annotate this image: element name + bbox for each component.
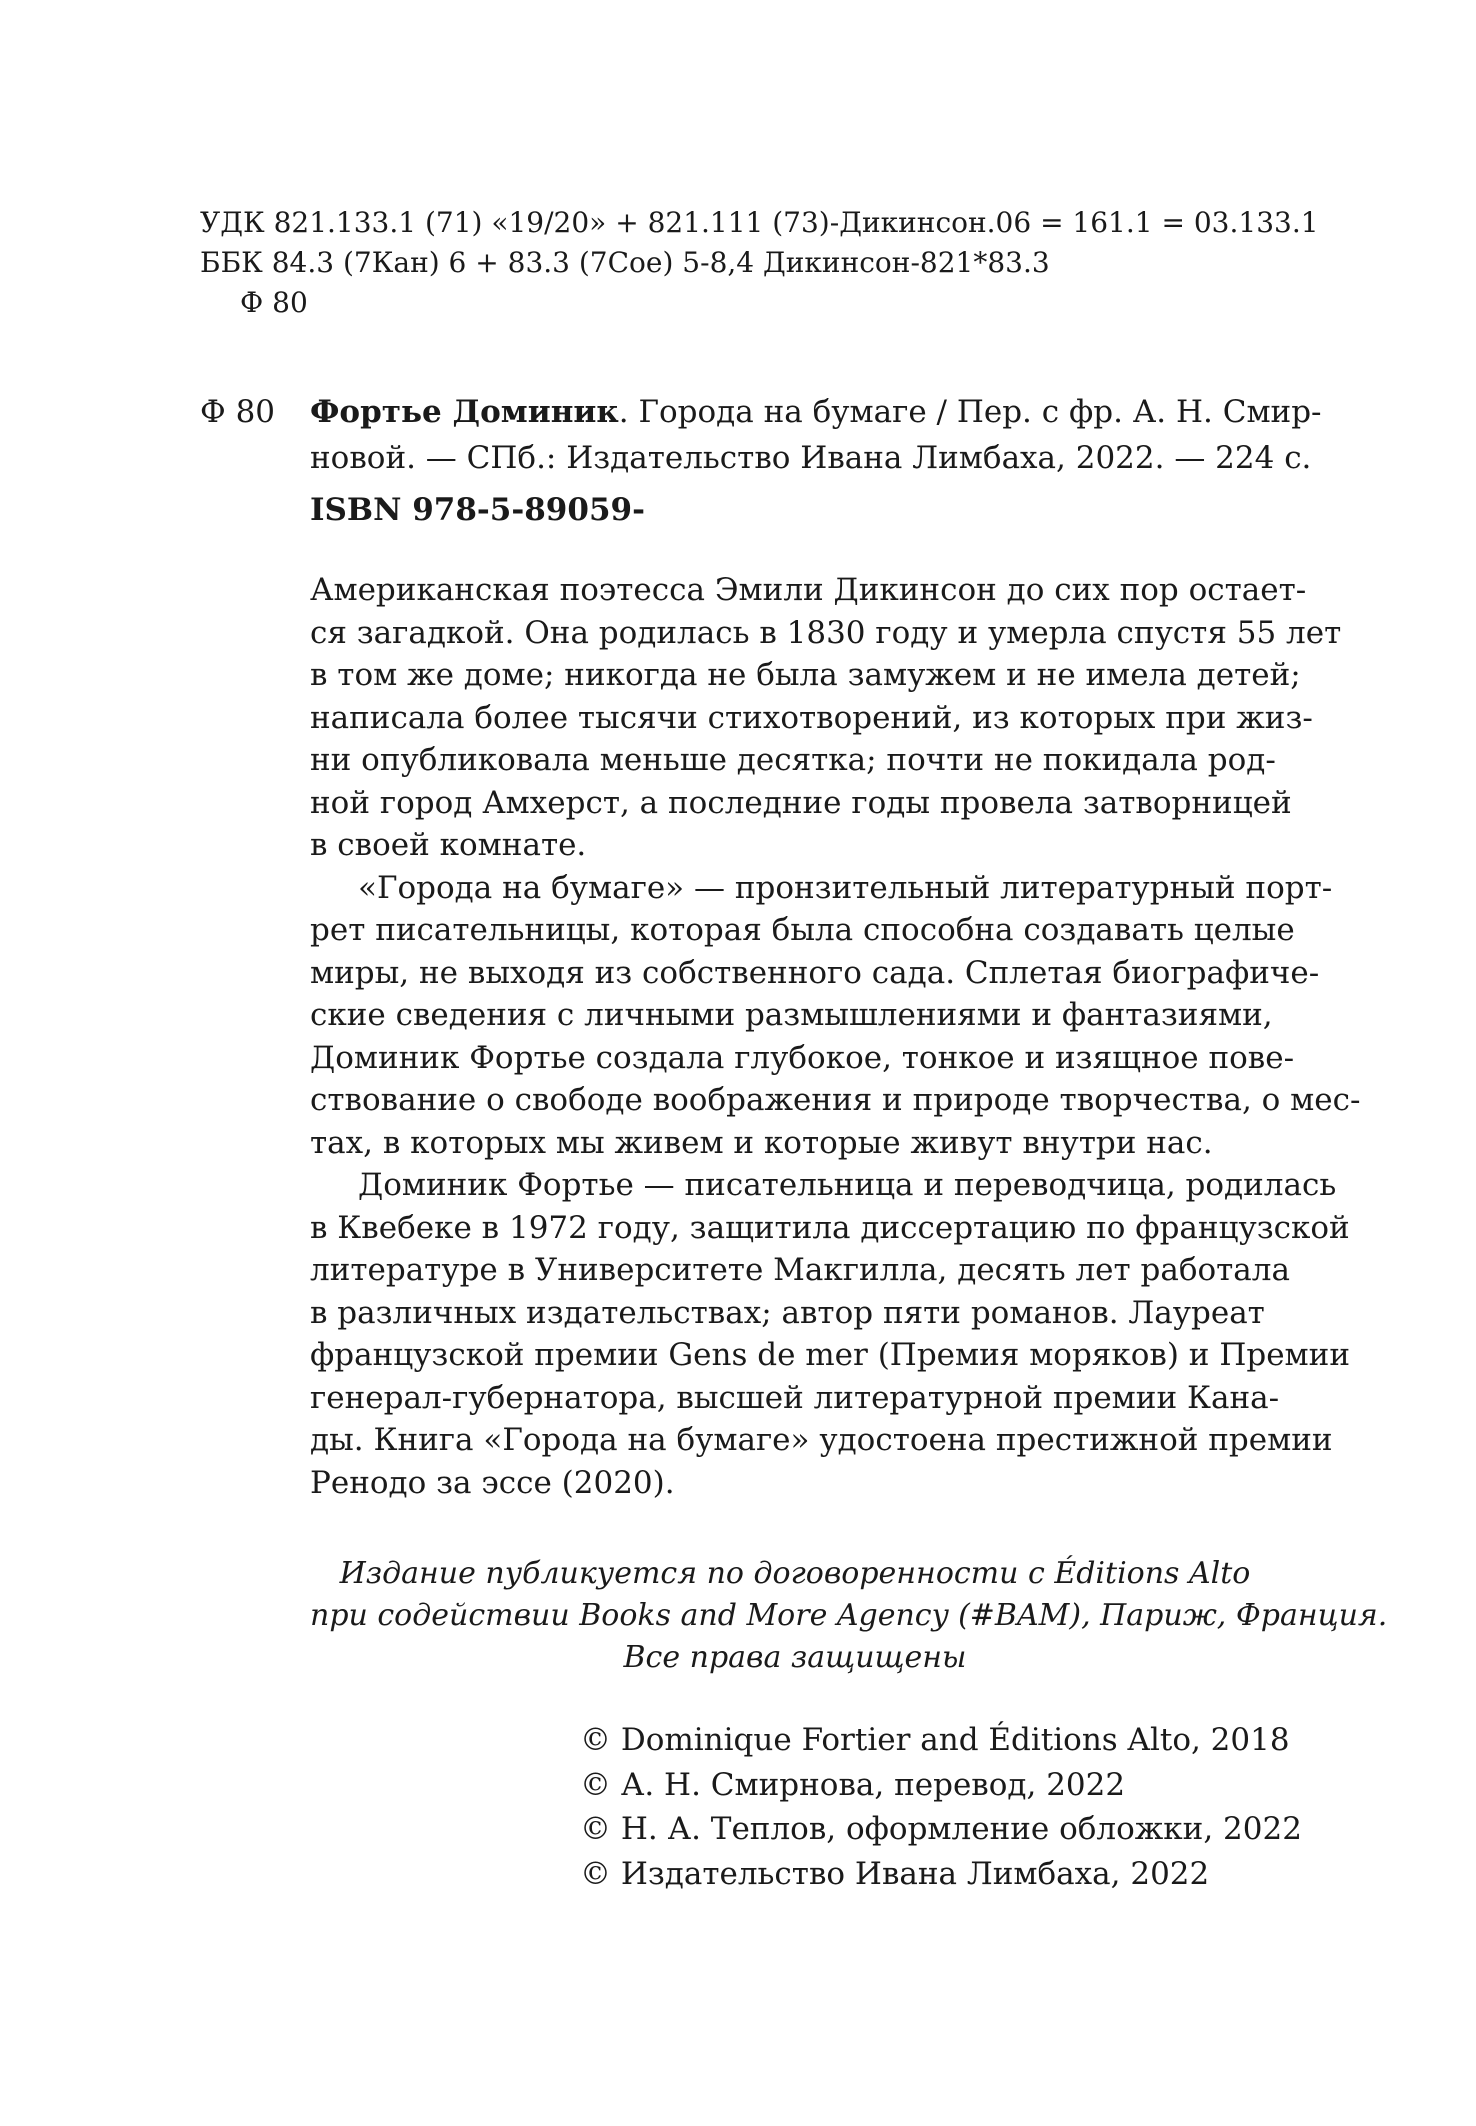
copyright-line: © Dominique Fortier and Éditions Alto, 2018: [580, 1722, 1290, 1758]
rights-line: Все права защищены: [623, 1640, 967, 1675]
copyright-list: [580, 1718, 1302, 1896]
annotation-line: в Квебеке в 1972 году, защитила диссертацию по французской: [310, 1209, 1350, 1246]
author-mark: Ф 80: [240, 286, 308, 319]
annotation-paragraph-2: [310, 867, 1361, 1165]
classification-block: [200, 203, 1319, 323]
annotation-line: рет писательницы, которая была способна создавать целые: [310, 912, 1295, 948]
annotation-line: написала более тысячи стихотворений, из которых при жиз-: [310, 699, 1313, 736]
entry-author: Фортье Доминик: [310, 394, 619, 430]
annotation-line: ствование о свободе воображения и природе творчества, о мес-: [310, 1082, 1361, 1118]
bbk-code: ББК 84.3 (7Кан) 6 + 83.3 (7Сое) 5-8,4 Дикинсон-821*83.3: [200, 246, 1050, 279]
annotation-line: литературе в Университете Макгилла, десять лет работала: [310, 1252, 1290, 1288]
entry-line-2: [200, 436, 1312, 482]
isbn: ISBN 978-5-89059-: [310, 492, 645, 528]
annotation-line: ские сведения с личными размышлениями и фантазиями,: [310, 997, 1273, 1033]
entry-author-mark: Ф 80: [200, 394, 276, 430]
annotation-line: тах, в которых мы живем и которые живут внутри нас.: [310, 1124, 1213, 1161]
annotation-line: Американская поэтесса Эмили Дикинсон до сих пор остает-: [310, 572, 1307, 608]
udk-code: УДК 821.133.1 (71) «19/20» + 821.111 (73)-Дикинсон.06 = 161.1 = 03.133.1: [200, 206, 1319, 239]
annotation-line: Ренодо за эссе (2020).: [310, 1464, 675, 1501]
annotation-paragraph-3: [310, 1164, 1350, 1504]
annotation-line: Доминик Фортье — писательница и переводчица, родилась: [358, 1167, 1337, 1203]
copyright-line: © А. Н. Смирнова, перевод, 2022: [580, 1766, 1126, 1803]
annotation-line: в своей комнате.: [310, 827, 587, 863]
rights-line: при содействии Books and More Agency (#BAM), Париж, Франция.: [310, 1598, 1388, 1633]
annotation-line: в том же доме; никогда не была замужем и не имела детей;: [310, 657, 1301, 693]
annotation-line: французской премии Gens de mer (Премия моряков) и Премии: [310, 1337, 1350, 1373]
entry-title-line: [310, 390, 1322, 434]
annotation-line: генерал-губернатора, высшей литературной премии Кана-: [310, 1379, 1280, 1416]
annotation-line: в различных издательствах; автор пяти романов. Лауреат: [310, 1294, 1265, 1331]
annotation-line: ды. Книга «Города на бумаге» удостоена престижной премии: [310, 1422, 1333, 1458]
annotation-line: «Города на бумаге» — пронзительный литературный порт-: [358, 869, 1333, 906]
entry-line-3: [200, 488, 1290, 534]
copyright-line: © Н. А. Теплов, оформление обложки, 2022: [580, 1811, 1302, 1847]
annotation-line: ся загадкой. Она родилась в 1830 году и умерла спустя 55 лет: [310, 614, 1342, 651]
annotation: [310, 569, 1361, 1504]
annotation-line: ной город Амхерст, а последние годы провела затворницей: [310, 784, 1292, 821]
rights-notice: [310, 1553, 1388, 1679]
entry-title: . Города на бумаге / Пер. с фр. А. Н. Смир-: [618, 394, 1322, 430]
annotation-line: Доминик Фортье создала глубокое, тонкое и изящное пове-: [310, 1039, 1295, 1076]
annotation-paragraph-1: [310, 569, 1342, 867]
copyright-line: © Издательство Ивана Лимбаха, 2022: [580, 1855, 1210, 1892]
rights-line: Издание публикуется по договоренности с Éditions Alto: [339, 1556, 1251, 1591]
annotation-line: миры, не выходя из собственного сада. Сплетая биографиче-: [310, 954, 1320, 991]
catalog-entry: [200, 390, 1322, 534]
entry-publication: новой. — СПб.: Издательство Ивана Лимбаха, 2022. — 224 с.: [310, 440, 1312, 476]
annotation-line: ни опубликовала меньше десятка; почти не покидала род-: [310, 742, 1276, 778]
entry-line-1: [200, 390, 1322, 436]
